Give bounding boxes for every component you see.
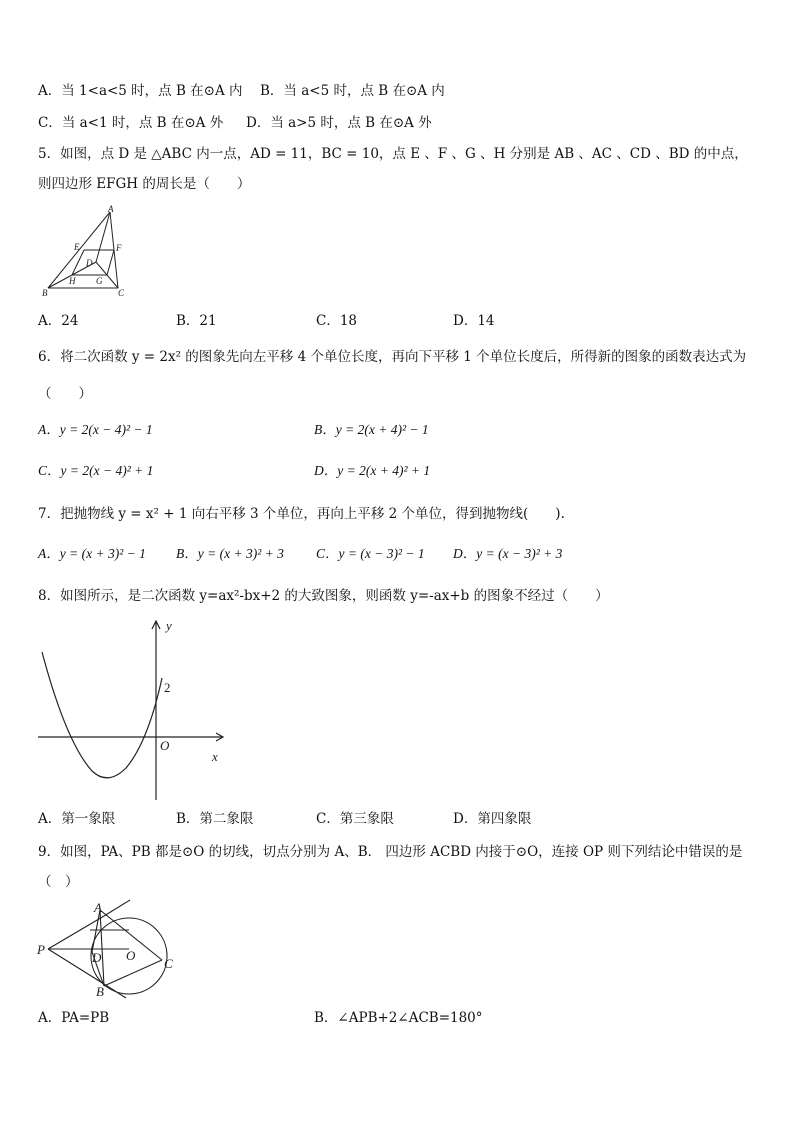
q7-option-c: C．y = (x − 3)² − 1 [316,546,425,561]
q5-stem-line2: 则四边形 EFGH 的周长是（ ） [38,176,251,192]
q5-label-a: A [108,204,114,214]
q9-label-o: O [126,948,136,963]
q5-label-e: E [74,242,80,252]
q9-option-a: A．PA=PB [38,1010,110,1026]
q5-stem-line1: 5．如图，点 D 是 △ABC 内一点，AD = 11，BC = 10，点 E 、F 、G 、H 分别是 AB 、AC 、CD 、BD 的中点， [38,146,748,162]
q5-option-d: D．14 [453,313,495,329]
q5-label-b: B [42,288,48,298]
q8-label-x: x [212,749,218,764]
q8-parabola-figure [36,616,232,802]
q8-option-a: A．第一象限 [38,811,116,827]
q5-option-a: A．24 [38,313,79,329]
q9-label-c: C [164,956,173,971]
q9-stem-line2: （ ） [38,874,79,890]
q9-circle-tangent-figure [34,898,184,1000]
q5-option-c: C．18 [316,313,358,329]
q9-label-a: A [94,900,102,915]
q8-stem-line1: 8．如图所示，是二次函数 y=ax²-bx+2 的大致图象，则函数 y=-ax+b 的图象不经过（ ） [38,588,609,604]
q7-option-b: B．y = (x + 3)² + 3 [176,546,284,561]
q5-label-c: C [118,288,125,298]
q6-option-c: C．y = 2(x − 4)² + 1 [38,463,154,478]
q8-option-c: C．第三象限 [316,811,394,827]
q6-option-d: D．y = 2(x + 4)² + 1 [314,463,431,478]
q9-label-b: B [96,984,104,999]
q7-option-a: A．y = (x + 3)² − 1 [38,546,146,561]
q8-label-intercept: 2 [164,680,171,695]
q9-label-p: P [37,942,45,957]
q4-option-d: D．当 a>5 时，点 B 在⊙A 外 [246,115,432,131]
q5-label-h: H [69,276,76,286]
q4-option-a: A．当 1<a<5 时，点 B 在⊙A 内 [38,83,243,99]
q9-option-b: B．∠APB+2∠ACB=180° [314,1010,483,1026]
q9-stem-line1: 9．如图，PA、PB 都是⊙O 的切线，切点分别为 A、B． 四边形 ACBD 内接于⊙O，连接 OP 则下列结论中错误的是 [38,844,743,860]
q7-option-d: D．y = (x − 3)² + 3 [453,546,563,561]
q9-label-d: D [92,950,102,965]
q8-option-b: B．第二象限 [176,811,254,827]
q6-stem-line2: （ ） [38,386,92,402]
q7-stem-line1: 7．把抛物线 y = x² + 1 向右平移 3 个单位，再向上平移 2 个单位，得到抛物线( ). [38,506,565,522]
q5-label-d: D [86,258,93,268]
q5-label-f: F [116,243,122,253]
q8-label-y: y [166,618,172,633]
q5-option-b: B．21 [176,313,217,329]
q4-option-b: B．当 a<5 时，点 B 在⊙A 内 [260,83,445,99]
q4-option-c: C．当 a<1 时，点 B 在⊙A 外 [38,115,224,131]
q6-option-b: B．y = 2(x + 4)² − 1 [314,422,429,437]
q5-triangle-figure [38,204,138,300]
q6-stem-line1: 6．将二次函数 y = 2x² 的图象先向左平移 4 个单位长度，再向下平移 1 个单位长度后，所得新的图象的函数表达式为 [38,349,747,365]
q5-label-g: G [96,276,103,286]
q8-option-d: D．第四象限 [453,811,532,827]
q8-label-origin: O [160,738,170,753]
q6-option-a: A．y = 2(x − 4)² − 1 [38,422,153,437]
